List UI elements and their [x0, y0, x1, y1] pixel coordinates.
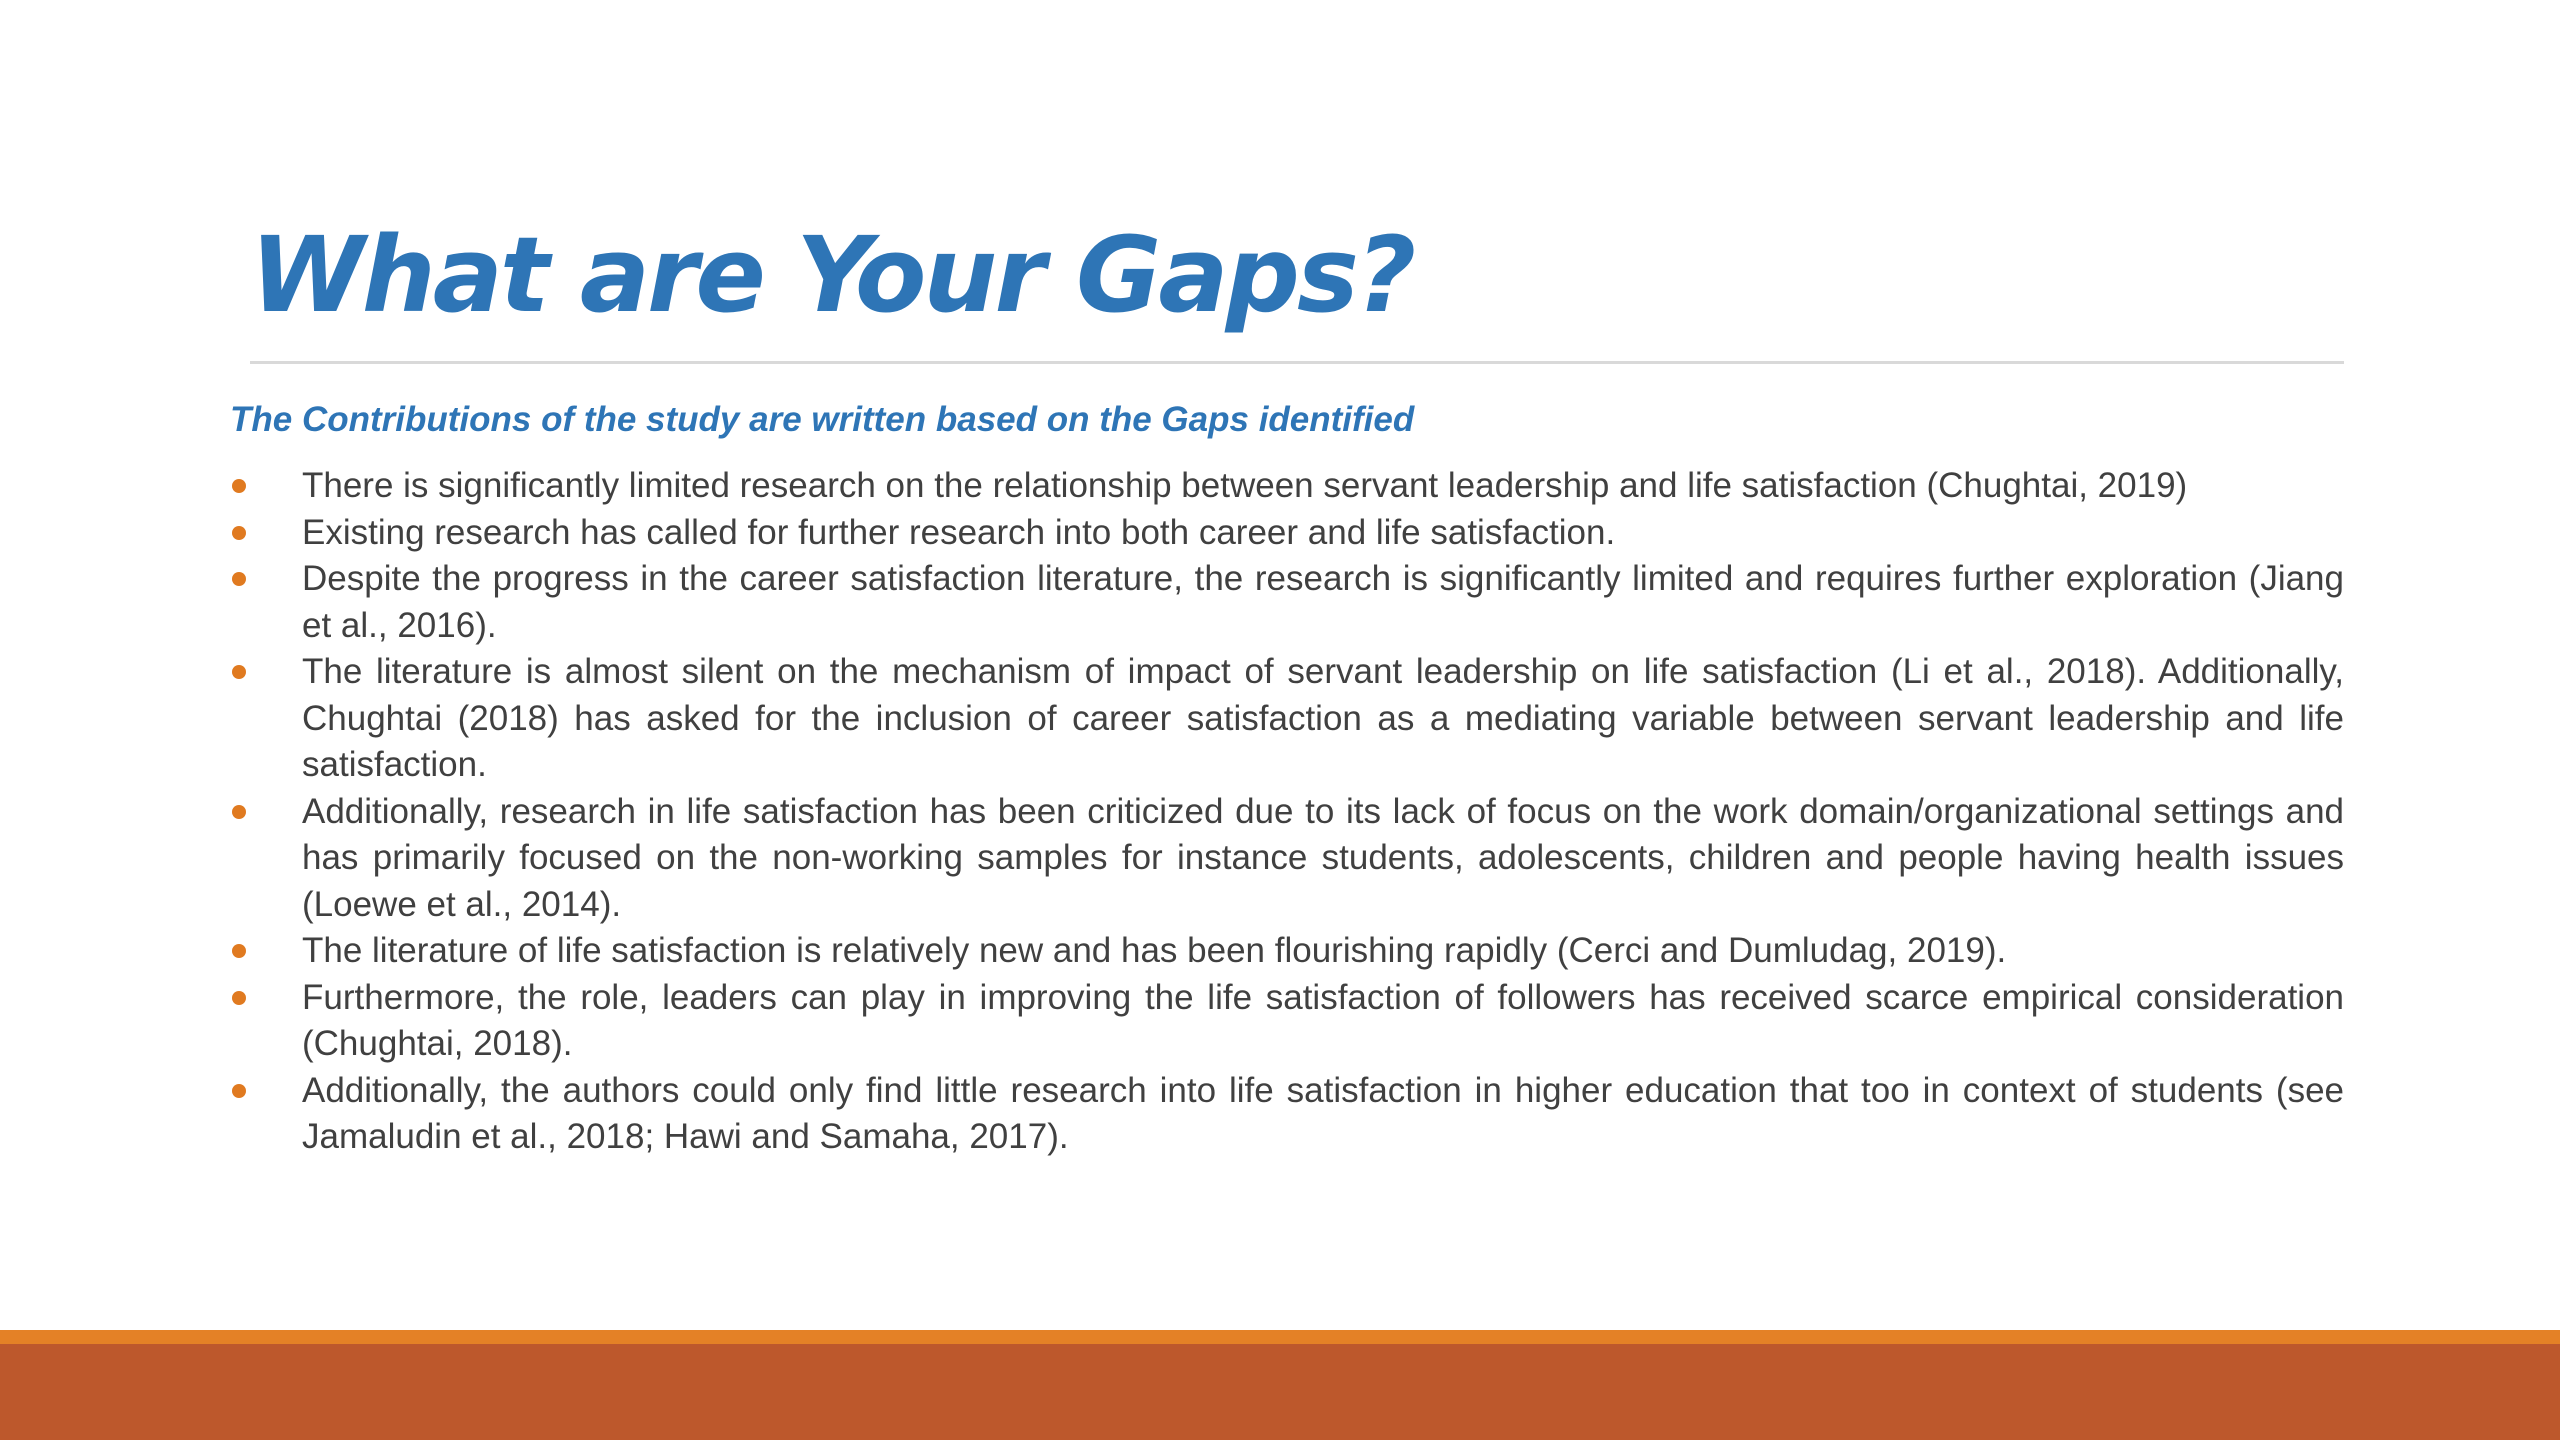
bullet-item: [230, 556, 2344, 649]
bullet-item: [230, 789, 2344, 929]
bullet-text: Furthermore, the role, leaders can play in improving the life satisfaction of followers has received scarce empirical consideration (Chughtai, 2018).: [302, 977, 2344, 1063]
footer-band: [0, 1344, 2560, 1440]
bullet-item: [230, 649, 2344, 789]
slide-title: What are Your Gaps?: [250, 214, 1414, 336]
bullet-text: The literature is almost silent on the mechanism of impact of servant leadership on life satisfaction (Li et al., 2018). Additionally, Chughtai (2018) has asked for the inclusion of career satisfaction as a mediating variable between servant leadership and life satisfaction.: [302, 652, 2344, 784]
bullet-item: [230, 1068, 2344, 1161]
bullet-dot-icon: [232, 1084, 246, 1098]
bullet-dot-icon: [232, 665, 246, 679]
bullet-dot-icon: [232, 991, 246, 1005]
bullet-dot-icon: [232, 526, 246, 540]
title-divider: [250, 361, 2344, 364]
bullet-text: Existing research has called for further research into both career and life satisfaction.: [302, 512, 1616, 552]
bullet-text: Despite the progress in the career satisfaction literature, the research is significantly limited and requires further exploration (Jiang et al., 2016).: [302, 559, 2344, 645]
bullet-text: The literature of life satisfaction is relatively new and has been flourishing rapidly (Cerci and Dumludag, 2019).: [302, 931, 2007, 970]
bullet-dot-icon: [232, 805, 246, 819]
bullet-dot-icon: [232, 479, 246, 493]
bullet-text: There is significantly limited research on the relationship between servant leadership and life satisfaction (Chughtai, 2019): [302, 466, 2188, 505]
bullet-item: [230, 928, 2344, 975]
bullet-item: [230, 463, 2344, 510]
bullet-list: [230, 463, 2344, 1161]
slide-subtitle: The Contributions of the study are written based on the Gaps identified: [230, 400, 1415, 439]
bullet-dot-icon: [232, 572, 246, 586]
bullet-item: [230, 510, 2344, 557]
footer-accent-stripe: [0, 1330, 2560, 1344]
bullet-text: Additionally, research in life satisfaction has been criticized due to its lack of focus on the work domain/organizational settings and has primarily focused on the non-working samples for instance students, adolescents, children and people having health issues (Loewe et al., 2014).: [302, 791, 2344, 924]
bullet-item: [230, 975, 2344, 1068]
bullet-text: Additionally, the authors could only find little research into life satisfaction in higher education that too in context of students (see Jamaludin et al., 2018; Hawi and Samaha, 2017).: [302, 1070, 2344, 1156]
bullet-dot-icon: [232, 944, 246, 958]
